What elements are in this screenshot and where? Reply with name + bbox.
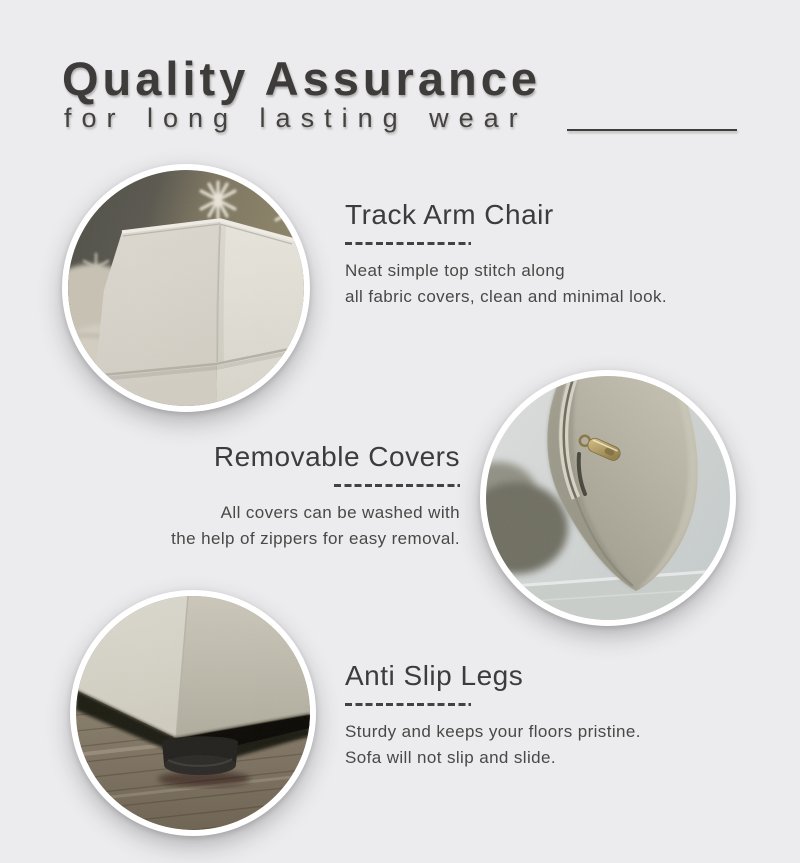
zipper-photo xyxy=(480,370,736,626)
dashed-divider xyxy=(345,703,471,706)
feature-title: Removable Covers xyxy=(213,441,460,472)
feature-track-arm-chair xyxy=(345,197,745,310)
track-arm-illustration xyxy=(68,170,304,406)
dashed-divider xyxy=(345,242,471,245)
page-title: Quality Assurance xyxy=(62,52,541,105)
page-subtitle: for long lasting wear xyxy=(64,103,528,133)
feature-removable-covers xyxy=(80,439,460,552)
feature-title: Track Arm Chair xyxy=(345,199,554,230)
feature-anti-slip-legs xyxy=(345,658,745,771)
feature-title: Anti Slip Legs xyxy=(345,660,524,691)
subtitle-underline xyxy=(567,129,737,131)
feature-description: Neat simple top stitch along all fabric covers, clean and minimal look. xyxy=(345,260,667,306)
anti-slip-leg-photo xyxy=(70,590,316,836)
zipper-illustration xyxy=(486,376,730,620)
track-arm-photo xyxy=(62,164,310,412)
feature-description: Sturdy and keeps your floors pristine. Sofa will not slip and slide. xyxy=(345,721,641,767)
dashed-divider xyxy=(334,484,460,487)
feature-description: All covers can be washed with the help of zippers for easy removal. xyxy=(171,502,460,548)
anti-slip-leg-illustration xyxy=(76,596,310,830)
